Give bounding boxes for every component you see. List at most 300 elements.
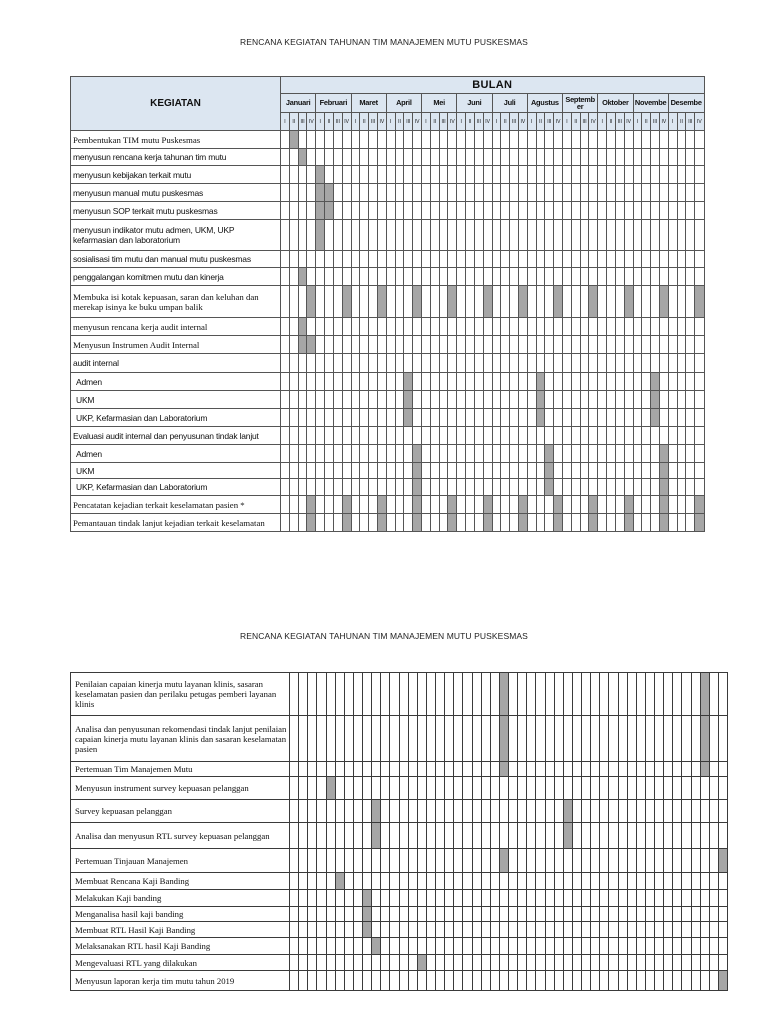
schedule-cell [563,268,572,286]
schedule-cell [436,777,445,800]
schedule-cell [527,445,536,463]
schedule-cell [651,286,660,318]
schedule-cell [509,922,518,938]
schedule-cell [571,268,580,286]
schedule-cell [422,202,431,220]
schedule-cell [545,202,554,220]
schedule-cell [386,268,395,286]
schedule-cell [422,427,431,445]
schedule-cell [563,149,572,166]
schedule-cell [395,391,404,409]
schedule-cell-active [316,220,325,251]
schedule-cell [499,955,508,971]
schedule-cell [413,373,422,391]
schedule-cell [554,890,563,907]
schedule-cell [386,514,395,532]
schedule-cell [609,800,618,823]
schedule-cell [372,849,381,873]
schedule-cell [308,955,317,971]
schedule-cell [342,268,351,286]
activity-label: sosialisasi tim mutu dan manual mutu puskesmas [71,251,281,268]
schedule-cell [518,131,527,149]
schedule-cell [351,220,360,251]
week-header: I [668,113,677,131]
schedule-cell [290,849,299,873]
schedule-cell [545,149,554,166]
schedule-cell [700,777,709,800]
schedule-cell [404,202,413,220]
schedule-cell [353,938,362,955]
schedule-cell [308,907,317,922]
schedule-cell [655,823,664,849]
activity-row [71,716,728,762]
schedule-cell [307,391,316,409]
schedule-cell [474,251,483,268]
schedule-cell [333,220,342,251]
schedule-cell [651,514,660,532]
schedule-cell [457,445,466,463]
schedule-cell [510,463,519,479]
schedule-cell [325,496,334,514]
schedule-cell [591,955,600,971]
schedule-cell [563,955,572,971]
schedule-cell [518,268,527,286]
activity-label: audit internal [71,354,281,373]
schedule-cell [700,955,709,971]
schedule-cell [607,220,616,251]
schedule-cell [281,427,290,445]
schedule-cell [600,873,609,890]
week-header: II [607,113,616,131]
schedule-cell [624,166,633,184]
schedule-cell [333,479,342,496]
schedule-cell [536,427,545,445]
schedule-cell [673,823,682,849]
schedule-cell [655,777,664,800]
schedule-cell [299,849,308,873]
schedule-cell [466,131,475,149]
schedule-cell [510,202,519,220]
schedule-cell [609,849,618,873]
schedule-cell [677,149,686,166]
schedule-cell [563,496,572,514]
schedule-cell [448,445,457,463]
schedule-cell [448,202,457,220]
schedule-cell [308,716,317,762]
schedule-cell [615,202,624,220]
schedule-cell [607,336,616,354]
schedule-cell [395,354,404,373]
schedule-cell [481,716,490,762]
week-header: IV [377,113,386,131]
schedule-cell [316,354,325,373]
activity-label: Evaluasi audit internal dan penyusunan tindak lanjut [71,427,281,445]
schedule-cell [360,391,369,409]
schedule-cell [474,445,483,463]
schedule-cell [572,971,581,991]
schedule-cell [627,873,636,890]
schedule-cell [307,166,316,184]
week-header: IV [589,113,598,131]
schedule-cell [580,202,589,220]
schedule-cell [607,131,616,149]
schedule-cell [624,318,633,336]
schedule-cell-active [695,286,704,318]
schedule-cell-active [589,496,598,514]
schedule-cell [624,479,633,496]
schedule-cell [659,409,668,427]
schedule-cell [317,823,326,849]
schedule-cell [664,823,673,849]
schedule-cell [572,716,581,762]
schedule-cell [518,849,527,873]
schedule-cell [422,220,431,251]
activity-label: Menyusun instrument survey kepuasan pelanggan [71,777,290,800]
schedule-cell [627,890,636,907]
schedule-cell [386,409,395,427]
schedule-cell [483,427,492,445]
schedule-cell [289,373,298,391]
schedule-cell [580,427,589,445]
schedule-cell [518,373,527,391]
schedule-cell [307,427,316,445]
schedule-cell [686,336,695,354]
schedule-cell [655,849,664,873]
schedule-cell [554,971,563,991]
schedule-cell [289,251,298,268]
schedule-cell [527,409,536,427]
schedule-cell [372,922,381,938]
schedule-cell [483,184,492,202]
schedule-cell [445,922,454,938]
schedule-cell [333,427,342,445]
schedule-cell [554,373,563,391]
schedule-cell [448,373,457,391]
schedule-cell [518,673,527,716]
schedule-cell [554,166,563,184]
schedule-cell-active [363,907,372,922]
schedule-cell [454,907,463,922]
schedule-cell [633,220,642,251]
schedule-cell [545,166,554,184]
schedule-cell [589,268,598,286]
schedule-cell [308,800,317,823]
schedule-cell-active [718,849,727,873]
schedule-cell [677,373,686,391]
schedule-cell [483,131,492,149]
activity-row [71,149,705,166]
schedule-cell [399,873,408,890]
schedule-cell [651,445,660,463]
schedule-cell [518,873,527,890]
schedule-cell [527,427,536,445]
schedule-cell [664,849,673,873]
schedule-cell-active [307,336,316,354]
schedule-cell [281,251,290,268]
schedule-cell [395,268,404,286]
schedule-cell [554,849,563,873]
schedule-cell [413,354,422,373]
schedule-cell [691,823,700,849]
schedule-cell [510,251,519,268]
schedule-cell [413,318,422,336]
schedule-cell [659,318,668,336]
schedule-cell [668,166,677,184]
schedule-cell [615,354,624,373]
schedule-cell [369,409,378,427]
schedule-cell [536,184,545,202]
schedule-cell [457,391,466,409]
schedule-cell [655,673,664,716]
schedule-cell [490,716,499,762]
schedule-cell [454,673,463,716]
schedule-cell [642,336,651,354]
schedule-cell [501,286,510,318]
activity-label: Pemantauan tindak lanjut kejadian terkait keselamatan [71,514,281,532]
schedule-cell [589,166,598,184]
schedule-cell [351,514,360,532]
schedule-cell [492,336,501,354]
schedule-cell [510,184,519,202]
schedule-cell [325,463,334,479]
schedule-cell [518,202,527,220]
schedule-cell [325,131,334,149]
schedule-cell [386,131,395,149]
schedule-cell [344,800,353,823]
schedule-cell [395,496,404,514]
schedule-cell [668,184,677,202]
activity-label: menyusun kebijakan terkait mutu [71,166,281,184]
schedule-cell [655,800,664,823]
schedule-cell [501,251,510,268]
schedule-cell [466,354,475,373]
schedule-cell-active [545,445,554,463]
schedule-cell [695,131,704,149]
schedule-cell [395,220,404,251]
schedule-cell [668,354,677,373]
schedule-cell [624,202,633,220]
activity-row [71,391,705,409]
schedule-cell [700,823,709,849]
schedule-cell [624,336,633,354]
schedule-cell [668,251,677,268]
schedule-cell [609,922,618,938]
schedule-cell [430,318,439,336]
schedule-cell [591,890,600,907]
schedule-cell-active [377,514,386,532]
schedule-cell [682,971,691,991]
schedule-cell-active [554,286,563,318]
schedule-cell [408,849,417,873]
schedule-cell [454,777,463,800]
schedule-cell [481,762,490,777]
schedule-cell [342,220,351,251]
schedule-cell-active [624,286,633,318]
schedule-cell [527,800,536,823]
schedule-cell [645,673,654,716]
schedule-cell [527,286,536,318]
schedule-cell [325,354,334,373]
schedule-cell [615,268,624,286]
schedule-cell [381,673,390,716]
schedule-cell [466,220,475,251]
schedule-cell-active [659,445,668,463]
schedule-cell [536,220,545,251]
week-header: II [325,113,334,131]
schedule-cell [718,873,727,890]
schedule-cell [686,409,695,427]
schedule-cell [642,202,651,220]
schedule-cell [536,777,545,800]
schedule-cell [686,514,695,532]
schedule-cell [369,354,378,373]
schedule-cell [563,445,572,463]
schedule-cell [686,286,695,318]
schedule-cell [439,391,448,409]
schedule-cell [454,890,463,907]
schedule-cell [377,184,386,202]
schedule-cell [369,220,378,251]
schedule-cell [618,922,627,938]
schedule-cell [686,427,695,445]
schedule-cell [363,873,372,890]
activity-label: menyusun manual mutu puskesmas [71,184,281,202]
schedule-cell [572,955,581,971]
schedule-cell [342,251,351,268]
schedule-cell [686,220,695,251]
schedule-cell [589,202,598,220]
schedule-cell [554,463,563,479]
schedule-cell [404,318,413,336]
schedule-cell [677,336,686,354]
schedule-cell [527,318,536,336]
schedule-cell [545,922,554,938]
week-header: IV [448,113,457,131]
schedule-cell [481,922,490,938]
activity-label: Pertemuan Tim Manajemen Mutu [71,762,290,777]
schedule-cell [445,971,454,991]
month-header: Agustus [527,94,562,113]
schedule-cell [624,373,633,391]
schedule-cell [563,427,572,445]
schedule-cell [457,251,466,268]
schedule-cell [682,955,691,971]
schedule-cell [554,955,563,971]
schedule-cell [582,673,591,716]
schedule-cell [448,268,457,286]
schedule-cell [289,391,298,409]
schedule-cell [598,220,607,251]
week-header: IV [483,113,492,131]
schedule-cell [342,166,351,184]
schedule-cell [668,286,677,318]
schedule-cell [430,286,439,318]
schedule-cell [642,409,651,427]
schedule-cell [298,373,307,391]
activity-label: Analisa dan menyusun RTL survey kepuasan pelanggan [71,823,290,849]
schedule-cell [316,463,325,479]
schedule-cell [492,409,501,427]
schedule-cell [426,762,435,777]
schedule-cell [501,268,510,286]
schedule-cell [664,873,673,890]
schedule-cell [633,409,642,427]
schedule-cell [289,202,298,220]
schedule-cell [563,716,572,762]
schedule-cell [510,149,519,166]
schedule-cell [360,131,369,149]
schedule-cell [589,354,598,373]
schedule-cell [718,907,727,922]
schedule-cell [351,427,360,445]
schedule-cell [509,777,518,800]
schedule-cell [413,202,422,220]
week-header: II [430,113,439,131]
schedule-cell [436,762,445,777]
schedule-cell [677,354,686,373]
schedule-cell [413,149,422,166]
schedule-cell [422,391,431,409]
schedule-cell [326,971,335,991]
schedule-cell [651,463,660,479]
schedule-cell [645,890,654,907]
schedule-cell [554,800,563,823]
schedule-cell [492,149,501,166]
schedule-cell [404,354,413,373]
schedule-cell [636,800,645,823]
schedule-cell [404,463,413,479]
schedule-cell [351,373,360,391]
schedule-cell-active [483,286,492,318]
schedule-cell [580,409,589,427]
schedule-cell [563,131,572,149]
schedule-cell [326,922,335,938]
schedule-cell-active [377,286,386,318]
schedule-cell [589,336,598,354]
schedule-cell [615,496,624,514]
schedule-cell [527,849,536,873]
schedule-cell [325,318,334,336]
schedule-cell-active [413,286,422,318]
schedule-cell [325,514,334,532]
schedule-cell [490,907,499,922]
schedule-cell [298,479,307,496]
schedule-cell [700,907,709,922]
schedule-cell [430,166,439,184]
schedule-cell [413,131,422,149]
schedule-cell [633,514,642,532]
schedule-cell [281,336,290,354]
schedule-cell-active [335,873,344,890]
schedule-cell [627,971,636,991]
schedule-cell [333,131,342,149]
schedule-cell [509,955,518,971]
schedule-cell [591,938,600,955]
schedule-cell [615,463,624,479]
schedule-cell [386,251,395,268]
schedule-cell-active [483,514,492,532]
schedule-cell [342,336,351,354]
schedule-cell [308,890,317,907]
week-header: III [615,113,624,131]
schedule-cell [466,479,475,496]
schedule-cell-active [659,479,668,496]
schedule-cell [413,166,422,184]
schedule-cell [695,318,704,336]
schedule-cell [308,673,317,716]
schedule-cell [408,823,417,849]
schedule-cell [571,409,580,427]
